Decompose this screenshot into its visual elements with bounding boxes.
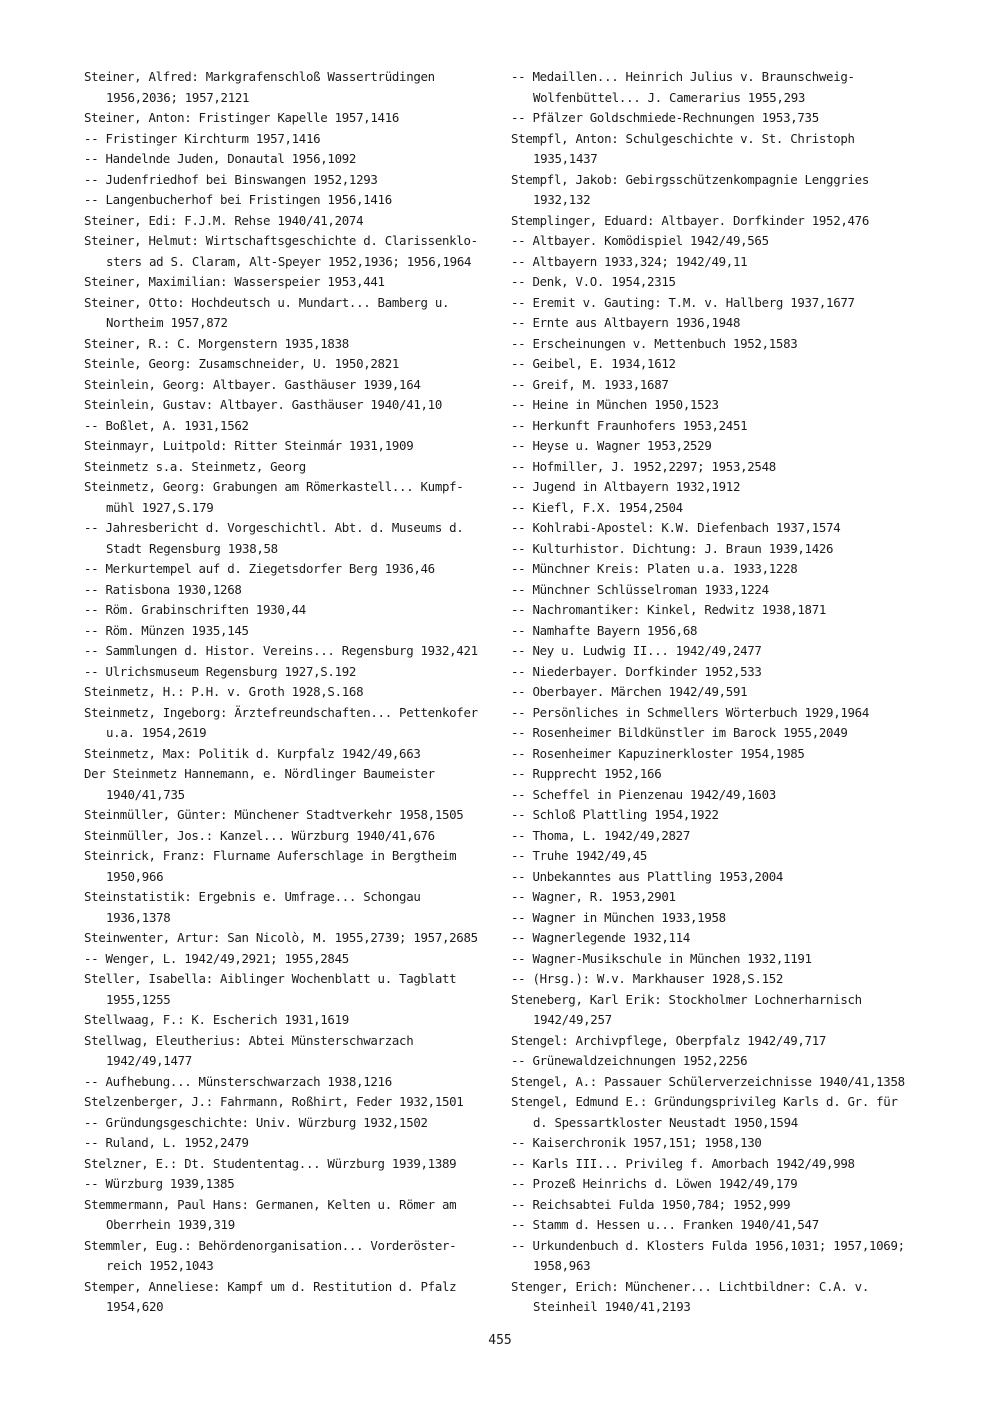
entry-line: -- Karls III... Privileg f. Amorbach 1942/49,998 — [511, 1155, 855, 1171]
entry-continuation: Wolfenbüttel... J. Camerarius 1955,293 — [533, 89, 806, 105]
entry-line: Steller, Isabella: Aiblinger Wochenblatt u. Tagblatt — [84, 971, 457, 986]
index-entry — [84, 334, 496, 355]
entry-line: Steiner, R.: C. Morgenstern 1935,1838 — [84, 335, 349, 351]
entry-line: -- Wenger, L. 1942/49,2921; 1955,2845 — [84, 950, 349, 966]
entry-line: Steiner, Edi: F.J.M. Rehse 1940/41,2074 — [84, 212, 364, 228]
entry-line: Steiner, Maximilian: Wasserspeier 1953,441 — [84, 274, 385, 289]
index-entry — [511, 170, 931, 211]
index-entry — [511, 1236, 931, 1277]
entry-line: -- Judenfriedhof bei Binswangen 1952,1293 — [84, 171, 378, 187]
index-entry — [511, 313, 931, 334]
entry-line: Steneberg, Karl Erik: Stockholmer Lochnerharnisch — [511, 991, 862, 1007]
entry-line: -- Heine in München 1950,1523 — [511, 397, 719, 412]
entry-line: -- Stamm d. Hessen u... Franken 1940/41,547 — [511, 1217, 819, 1232]
index-entry — [84, 969, 496, 1010]
index-entry — [511, 211, 931, 232]
entry-line: -- Herkunft Fraunhofers 1953,2451 — [511, 417, 748, 433]
page-number: 455 — [488, 1333, 512, 1348]
index-entry — [511, 1072, 931, 1093]
entry-line: -- Röm. Grabinschriften 1930,44 — [84, 602, 306, 617]
index-entry — [511, 785, 931, 806]
index-entry — [84, 170, 496, 191]
entry-line: -- Langenbucherhof bei Fristingen 1956,1416 — [84, 192, 392, 207]
entry-line: -- Geibel, E. 1934,1612 — [511, 356, 676, 371]
index-entry — [84, 805, 496, 826]
entry-line: Stellwag, Eleutherius: Abtei Münsterschwarzach — [84, 1032, 414, 1048]
entry-line: Steinmetz, H.: P.H. v. Groth 1928,S.168 — [84, 684, 364, 699]
index-entry — [511, 662, 931, 683]
index-entry — [511, 703, 931, 724]
entry-continuation: 1950,966 — [106, 868, 164, 884]
entry-line: -- Rupprecht 1952,166 — [511, 766, 662, 781]
index-entry — [84, 580, 496, 601]
entry-line: -- Ney u. Ludwig II... 1942/49,2477 — [511, 643, 762, 658]
index-entry — [511, 416, 931, 437]
index-entry — [511, 559, 931, 580]
entry-line: -- Merkurtempel auf d. Ziegetsdorfer Berg 1936,46 — [84, 561, 435, 576]
entry-line: -- Nachromantiker: Kinkel, Redwitz 1938,1871 — [511, 602, 827, 617]
index-entry — [84, 1236, 496, 1277]
index-entry — [511, 682, 931, 703]
index-entry — [511, 744, 931, 765]
index-entry — [84, 846, 496, 887]
index-entry — [511, 949, 931, 970]
entry-line: Der Steinmetz Hannemann, e. Nördlinger Baumeister — [84, 766, 435, 781]
entry-line: Steiner, Helmut: Wirtschaftsgeschichte d. Clarissenklo- — [84, 233, 478, 248]
index-entry — [511, 1092, 931, 1133]
index-entry — [511, 846, 931, 867]
index-entry — [84, 1092, 496, 1113]
entry-line: -- Unbekanntes aus Plattling 1953,2004 — [511, 868, 784, 884]
index-entry — [84, 949, 496, 970]
entry-line: Steinlein, Georg: Altbayer. Gasthäuser 1939,164 — [84, 376, 421, 392]
index-entry — [511, 518, 931, 539]
entry-line: Stemplinger, Eduard: Altbayer. Dorfkinder 1952,476 — [511, 212, 869, 228]
entry-line: -- Thoma, L. 1942/49,2827 — [511, 827, 690, 843]
entry-continuation: 1956,2036; 1957,2121 — [106, 89, 250, 105]
entry-line: Steiner, Alfred: Markgrafenschloß Wassertrüdingen — [84, 69, 435, 84]
entry-line: -- Wagner-Musikschule in München 1932,1191 — [511, 950, 812, 966]
entry-line: -- Rosenheimer Bildkünstler im Barock 1955,2049 — [511, 725, 848, 740]
entry-line: Steinlein, Gustav: Altbayer. Gasthäuser 1940/41,10 — [84, 397, 442, 412]
index-entry — [511, 600, 931, 621]
index-entry — [511, 1174, 931, 1195]
entry-line: Steinmetz s.a. Steinmetz, Georg — [84, 458, 306, 474]
index-entry — [511, 539, 931, 560]
entry-line: -- Persönliches in Schmellers Wörterbuch 1929,1964 — [511, 704, 869, 720]
entry-line: -- Hofmiller, J. 1952,2297; 1953,2548 — [511, 458, 776, 474]
entry-continuation: mühl 1927,S.179 — [106, 499, 214, 515]
entry-line: -- Niederbayer. Dorfkinder 1952,533 — [511, 663, 762, 679]
entry-line: -- Kiefl, F.X. 1954,2504 — [511, 499, 683, 515]
index-entry — [511, 805, 931, 826]
entry-continuation: u.a. 1954,2619 — [106, 725, 207, 740]
index-entry — [84, 354, 496, 375]
entry-line: Stengel, Edmund E.: Gründungsprivileg Karls d. Gr. für — [511, 1094, 898, 1109]
entry-line: Steinmetz, Max: Politik d. Kurpfalz 1942/49,663 — [84, 745, 421, 761]
entry-line: -- Denk, V.O. 1954,2315 — [511, 274, 676, 289]
entry-line: Steinstatistik: Ergebnis e. Umfrage... Schongau — [84, 889, 421, 904]
entry-line: -- Erscheinungen v. Mettenbuch 1952,1583 — [511, 335, 798, 351]
entry-continuation: Oberrhein 1939,319 — [106, 1217, 235, 1232]
index-entry — [511, 375, 931, 396]
index-entry — [84, 1010, 496, 1031]
entry-line: Steinwenter, Artur: San Nicolò, M. 1955,2739; 1957,2685 — [84, 930, 478, 945]
entry-line: -- Aufhebung... Münsterschwarzach 1938,1216 — [84, 1073, 392, 1089]
index-entry — [511, 1195, 931, 1216]
entry-continuation: Northeim 1957,872 — [106, 315, 228, 330]
entry-continuation: 1958,963 — [533, 1258, 591, 1273]
index-entry — [511, 908, 931, 929]
entry-continuation: 1936,1378 — [106, 909, 171, 925]
index-entry — [84, 231, 496, 272]
index-entry — [84, 682, 496, 703]
entry-line: -- Eremit v. Gauting: T.M. v. Hallberg 1937,1677 — [511, 294, 855, 310]
entry-line: -- Ruland, L. 1952,2479 — [84, 1135, 249, 1150]
index-entry — [84, 559, 496, 580]
entry-continuation: Steinheil 1940/41,2193 — [533, 1299, 691, 1314]
entry-continuation: 1942/49,257 — [533, 1012, 612, 1027]
index-entry — [84, 764, 496, 805]
entry-line: -- Grünewaldzeichnungen 1952,2256 — [511, 1053, 748, 1068]
index-entry — [84, 395, 496, 416]
entry-continuation: 1935,1437 — [533, 151, 598, 166]
entry-line: -- Münchner Schlüsselroman 1933,1224 — [511, 581, 769, 597]
index-entry — [84, 293, 496, 334]
index-entry — [511, 1133, 931, 1154]
index-entry — [511, 641, 931, 662]
index-entry — [84, 641, 496, 662]
index-entry — [511, 1215, 931, 1236]
entry-line: -- Heyse u. Wagner 1953,2529 — [511, 438, 712, 453]
index-entry — [511, 457, 931, 478]
index-entry — [84, 190, 496, 211]
index-entry — [84, 1031, 496, 1072]
entry-continuation: 1940/41,735 — [106, 786, 185, 802]
entry-line: Stelzner, E.: Dt. Studententag... Würzburg 1939,1389 — [84, 1155, 457, 1171]
index-entry — [84, 108, 496, 129]
entry-line: Stempfl, Jakob: Gebirgsschützenkompagnie Lenggries — [511, 171, 869, 187]
entry-line: -- Urkundenbuch d. Klosters Fulda 1956,1031; 1957,1069; — [511, 1237, 905, 1253]
index-column-left — [84, 67, 496, 1318]
entry-line: Steinmetz, Ingeborg: Ärztefreundschaften... Pettenkofer — [84, 704, 478, 720]
index-entry — [511, 67, 931, 108]
index-entry — [511, 354, 931, 375]
index-entry — [511, 969, 931, 990]
entry-line: Steinle, Georg: Zusamschneider, U. 1950,2821 — [84, 356, 400, 371]
index-entry — [511, 764, 931, 785]
entry-line: -- Ratisbona 1930,1268 — [84, 581, 242, 597]
index-entry — [511, 1277, 931, 1318]
entry-line: -- Würzburg 1939,1385 — [84, 1176, 235, 1191]
entry-line: -- Kulturhistor. Dichtung: J. Braun 1939,1426 — [511, 540, 834, 556]
entry-line: -- Scheffel in Pienzenau 1942/49,1603 — [511, 786, 776, 802]
entry-line: -- Röm. Münzen 1935,145 — [84, 622, 249, 638]
entry-line: -- Rosenheimer Kapuzinerkloster 1954,1985 — [511, 745, 805, 761]
entry-continuation: 1932,132 — [533, 192, 591, 207]
index-entry — [84, 703, 496, 744]
entry-line: -- Greif, M. 1933,1687 — [511, 376, 669, 392]
index-entry — [84, 436, 496, 457]
index-entry — [84, 416, 496, 437]
entry-line: -- Wagner, R. 1953,2901 — [511, 889, 676, 904]
entry-line: Steiner, Otto: Hochdeutsch u. Mundart... Bamberg u. — [84, 294, 450, 310]
index-entry — [84, 1277, 496, 1318]
index-entry — [511, 887, 931, 908]
index-entry — [511, 1031, 931, 1052]
entry-line: Steinmayr, Luitpold: Ritter Steinmár 1931,1909 — [84, 438, 414, 453]
entry-line: -- Ernte aus Altbayern 1936,1948 — [511, 315, 741, 330]
entry-line: -- Altbayern 1933,324; 1942/49,11 — [511, 253, 748, 269]
entry-line: -- Münchner Kreis: Platen u.a. 1933,1228 — [511, 561, 798, 576]
index-entry — [511, 990, 931, 1031]
index-entry — [511, 1154, 931, 1175]
entry-line: -- Truhe 1942/49,45 — [511, 848, 648, 863]
index-entry — [511, 436, 931, 457]
entry-line: Stenger, Erich: Münchener... Lichtbildner: C.A. v. — [511, 1278, 869, 1294]
index-entry — [84, 621, 496, 642]
entry-line: Steinrick, Franz: Flurname Auferschlage in Bergtheim — [84, 848, 457, 863]
index-entry — [84, 744, 496, 765]
entry-line: -- Kaiserchronik 1957,151; 1958,130 — [511, 1135, 762, 1150]
entry-line: -- Wagnerlegende 1932,114 — [511, 930, 690, 945]
index-entry — [511, 252, 931, 273]
index-entry — [84, 477, 496, 518]
entry-line: Stengel: Archivpflege, Oberpfalz 1942/49,717 — [511, 1032, 827, 1048]
index-entry — [511, 129, 931, 170]
entry-line: -- Boßlet, A. 1931,1562 — [84, 417, 249, 433]
index-entry — [511, 867, 931, 888]
index-entry — [84, 1174, 496, 1195]
entry-line: Steinmetz, Georg: Grabungen am Römerkastell... Kumpf- — [84, 479, 464, 494]
entry-line: -- Jugend in Altbayern 1932,1912 — [511, 479, 741, 494]
entry-line: -- Fristinger Kirchturm 1957,1416 — [84, 130, 321, 146]
entry-continuation: 1942/49,1477 — [106, 1053, 192, 1068]
entry-line: Stengel, A.: Passauer Schülerverzeichnisse 1940/41,1358 — [511, 1073, 905, 1089]
index-entry — [84, 1133, 496, 1154]
index-entry — [84, 1154, 496, 1175]
index-entry — [84, 1072, 496, 1093]
entry-line: -- Pfälzer Goldschmiede-Rechnungen 1953,735 — [511, 110, 819, 125]
index-entry — [511, 580, 931, 601]
index-entry — [511, 108, 931, 129]
entry-continuation: 1954,620 — [106, 1299, 164, 1314]
index-entry — [84, 662, 496, 683]
index-entry — [511, 231, 931, 252]
entry-line: Stemper, Anneliese: Kampf um d. Restitution d. Pfalz — [84, 1278, 457, 1294]
index-entry — [84, 211, 496, 232]
entry-line: Steinmüller, Jos.: Kanzel... Würzburg 1940/41,676 — [84, 827, 435, 843]
index-entry — [511, 334, 931, 355]
entry-line: -- Wagner in München 1933,1958 — [511, 909, 726, 925]
entry-line: -- Kohlrabi-Apostel: K.W. Diefenbach 1937,1574 — [511, 520, 841, 535]
index-entry — [84, 457, 496, 478]
entry-line: Stemmermann, Paul Hans: Germanen, Kelten u. Römer am — [84, 1196, 457, 1212]
entry-continuation: d. Spessartkloster Neustadt 1950,1594 — [533, 1114, 798, 1130]
entry-continuation: Stadt Regensburg 1938,58 — [106, 540, 278, 556]
index-entry — [511, 1051, 931, 1072]
entry-continuation: sters ad S. Claram, Alt-Speyer 1952,1936; 1956,1964 — [106, 253, 472, 269]
index-entry — [511, 272, 931, 293]
entry-line: -- Prozeß Heinrichs d. Löwen 1942/49,179 — [511, 1176, 798, 1191]
index-entry — [84, 518, 496, 559]
entry-line: -- Medaillen... Heinrich Julius v. Braunschweig- — [511, 69, 855, 84]
entry-line: Stellwaag, F.: K. Escherich 1931,1619 — [84, 1012, 349, 1027]
entry-line: Steinmüller, Günter: Münchener Stadtverkehr 1958,1505 — [84, 807, 464, 822]
entry-line: -- Reichsabtei Fulda 1950,784; 1952,999 — [511, 1196, 791, 1212]
entry-line: -- Gründungsgeschichte: Univ. Würzburg 1932,1502 — [84, 1114, 428, 1130]
index-entry — [511, 723, 931, 744]
index-entry — [84, 149, 496, 170]
index-entry — [84, 375, 496, 396]
index-entry — [84, 826, 496, 847]
index-entry — [84, 1113, 496, 1134]
index-entry — [511, 477, 931, 498]
index-entry — [511, 826, 931, 847]
index-entry — [511, 395, 931, 416]
entry-continuation: reich 1952,1043 — [106, 1258, 214, 1273]
index-entry — [84, 272, 496, 293]
index-entry — [84, 129, 496, 150]
index-entry — [84, 67, 496, 108]
entry-line: -- Handelnde Juden, Donautal 1956,1092 — [84, 151, 357, 166]
entry-line: -- Altbayer. Komödispiel 1942/49,565 — [511, 233, 769, 248]
index-entry — [511, 498, 931, 519]
entry-line: -- Ulrichsmuseum Regensburg 1927,S.192 — [84, 663, 357, 679]
index-entry — [511, 928, 931, 949]
entry-line: -- Oberbayer. Märchen 1942/49,591 — [511, 684, 748, 699]
index-column-right — [511, 67, 931, 1318]
index-entry — [84, 887, 496, 928]
entry-line: Steiner, Anton: Fristinger Kapelle 1957,1416 — [84, 110, 400, 125]
entry-line: Stempfl, Anton: Schulgeschichte v. St. Christoph — [511, 130, 855, 146]
entry-line: -- (Hrsg.): W.v. Markhauser 1928,S.152 — [511, 971, 784, 986]
index-entry — [84, 928, 496, 949]
index-entry — [84, 1195, 496, 1236]
entry-line: -- Jahresbericht d. Vorgeschichtl. Abt. d. Museums d. — [84, 520, 464, 535]
entry-line: Stemmler, Eug.: Behördenorganisation... Vorderöster- — [84, 1237, 457, 1253]
index-entry — [511, 621, 931, 642]
entry-line: -- Sammlungen d. Histor. Vereins... Regensburg 1932,421 — [84, 643, 478, 658]
entry-continuation: 1955,1255 — [106, 991, 171, 1007]
entry-line: -- Namhafte Bayern 1956,68 — [511, 622, 698, 638]
index-entry — [84, 600, 496, 621]
entry-line: -- Schloß Plattling 1954,1922 — [511, 807, 719, 822]
entry-line: Stelzenberger, J.: Fahrmann, Roßhirt, Feder 1932,1501 — [84, 1094, 464, 1109]
index-entry — [511, 293, 931, 314]
